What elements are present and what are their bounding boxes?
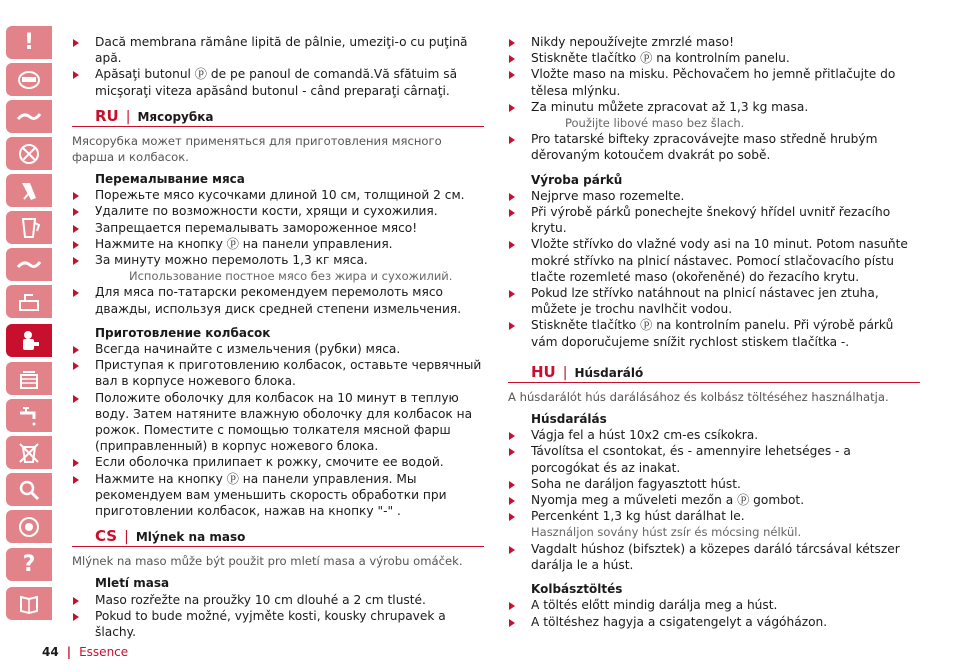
list-item: Положите оболочку для колбасок на 10 минут в теплую воду. Затем натяните влажную оболочку для колбасок на рожок. Поместите с помощью толкателя мясной фарш (приправленный) в корпус ножевого блока.: [72, 390, 484, 455]
mincer-icon: [16, 328, 42, 354]
list-item: Порежьте мясо кусочками длиной 10 см, толщиной 2 см.: [72, 187, 484, 203]
list-item: Vložte maso na misku. Pěchovačem ho jemně přitlačujte do tělesa mlýnku.: [508, 66, 920, 98]
section-intro: Mlýnek na maso může být použit pro mletí masa a výrobu omáček.: [72, 554, 463, 569]
sidebar-nav: [0, 0, 58, 672]
tab-environment[interactable]: [6, 436, 52, 469]
list-item: Pro tatarské bifteky zpracovávejte maso středně hrubým děrovaným kotoučem dvakrát po sobě.: [508, 131, 920, 163]
list-item: Нажмите на кнопку ⓟ на панели управления.: [72, 236, 484, 252]
note: Használjon sovány húst zsír és mócsing nélkül.: [531, 525, 802, 540]
heading-separator: |: [562, 364, 568, 381]
smart-icon: [16, 67, 42, 93]
list-item: Vagdalt húshoz (bifsztek) a közepes daráló tárcsával kétszer darálja le a húst.: [508, 541, 920, 573]
exclamation-icon: !: [23, 29, 35, 55]
list-item: Maso rozřežte na proužky 10 cm dlouhé a 2 cm tlusté.: [72, 592, 484, 608]
subheading: Výroba párků: [531, 172, 623, 187]
section-title: Húsdaráló: [574, 365, 644, 380]
list-item: Při výrobě párků ponechejte šnekový hřídel uvnitř řezacího krytu.: [508, 204, 920, 236]
jug-icon: [16, 215, 42, 241]
tab-cleaning[interactable]: [6, 399, 52, 432]
list-item: Pokud to bude možné, vyjměte kosti, kousky chrupavek a šlachy.: [72, 608, 484, 640]
language-code: CS: [95, 527, 118, 546]
section-title: Mlýnek na maso: [135, 530, 246, 545]
tab-guarantee[interactable]: [6, 510, 52, 543]
note: Использование постное мясо без жира и сухожилий.: [129, 269, 453, 284]
page-number: 44: [42, 645, 59, 659]
heading-separator: |: [124, 529, 129, 546]
tab-blender[interactable]: [6, 100, 52, 133]
hand-mixer-icon: [16, 178, 42, 204]
list-item: Nejprve maso rozemelte.: [508, 188, 920, 204]
list-item: Nyomja meg a műveleti mezőn a ⓟ gombot.: [508, 492, 920, 508]
list-item: За минуту можно перемолоть 1,3 кг мяса.: [72, 252, 484, 268]
book-icon: [16, 591, 42, 617]
search-icon: [16, 477, 42, 503]
section-intro: A húsdarálót hús darálásához és kolbász töltéséhez használhatja.: [508, 390, 889, 405]
tab-mincer[interactable]: [6, 324, 52, 357]
list-item: A töltéshez hagyja a csigatengelyt a vágóházon.: [508, 614, 920, 630]
tab-storage[interactable]: [6, 362, 52, 395]
list-item: Nikdy nepoužívejte zmrzlé maso!: [508, 34, 920, 50]
page-footer: [42, 645, 128, 659]
list-item: Pokud lze střívko natáhnout na plnicí nástavec jen ztuha, můžete je trochu navlhčit vodou.: [508, 285, 920, 317]
list-item: Dacă membrana rămâne lipită de pâlnie, umeziţi-o cu puţină apă.: [72, 34, 484, 66]
list-item: Vložte střívko do vlažné vody asi na 10 minut. Potom nasuňte mokré střívko na plnicí nástavec. Pomocí stlačovacího pístu tlačte rozemleté maso (okořeněné) do řezacího krytu.: [508, 236, 920, 285]
tab-grater[interactable]: [6, 248, 52, 281]
right-column: [508, 34, 920, 630]
tab-smart[interactable]: [6, 63, 52, 96]
tab-hand-mixer[interactable]: [6, 174, 52, 207]
section-title: Мясорубка: [137, 109, 214, 124]
list-item: Soha ne daráljon fagyasztott húst.: [508, 476, 920, 492]
subheading: Húsdarálás: [531, 412, 607, 427]
subheading: Kolbásztöltés: [531, 582, 623, 597]
subheading: Приготовление колбасок: [95, 325, 271, 340]
list-item: Za minutu můžete zpracovat až 1,3 kg masa.: [508, 99, 920, 115]
left-column: [72, 34, 484, 640]
list-item: Нажмите на кнопку ⓟ на панели управления. Мы рекомендуем вам уменьшить скорость обработки при приготовлении колбасок, нажав на кнопку "-" .: [72, 471, 484, 520]
list-item: Удалите по возможности кости, хрящи и сухожилия.: [72, 203, 484, 219]
list-item: Приступая к приготовлению колбасок, оставьте червячный вал в корпусе ножевого блока.: [72, 357, 484, 389]
tab-recipes[interactable]: [6, 587, 52, 620]
list-item: Если оболочка прилипает к рожку, смочите ее водой.: [72, 454, 484, 470]
tab-jug[interactable]: [6, 211, 52, 244]
subheading: Перемалывание мяса: [95, 172, 245, 187]
tab-troubleshooting[interactable]: [6, 473, 52, 506]
tap-icon: [16, 403, 42, 429]
list-item: Stiskněte tlačítko ⓟ na kontrolním panelu. Při výrobě párků vám doporučujeme snížit rychlost stiskem tlačítka -.: [508, 317, 920, 349]
section-heading-hu: [508, 364, 920, 383]
whisk-icon: [16, 141, 42, 167]
list-item: Vágja fel a húst 10x2 cm-es csíkokra.: [508, 427, 920, 443]
list-item: Stiskněte tlačítko ⓟ na kontrolním panelu.: [508, 50, 920, 66]
list-item: Percenként 1,3 kg húst darálhat le.: [508, 508, 920, 524]
language-code: RU: [95, 106, 119, 125]
footer-separator: |: [66, 645, 72, 659]
subheading: Mletí masa: [95, 576, 170, 591]
list-item: A töltés előtt mindig darálja meg a húst.: [508, 597, 920, 613]
guarantee-icon: [16, 514, 42, 540]
list-item: Apăsaţi butonul ⓟ de pe panoul de comandă.Vă sfătuim să micşoraţi viteza apăsând butonul - când preparaţi cârnaţi.: [72, 66, 484, 98]
section-intro: Мясорубка может применяться для приготовления мясного фарша и колбасок.: [72, 134, 442, 165]
heading-separator: |: [125, 108, 131, 125]
list-item: Всегда начинайте с измельчения (рубки) мяса.: [72, 341, 484, 357]
section-heading-cs: [72, 528, 484, 547]
question-icon: ?: [22, 551, 36, 577]
list-item: Távolítsa el csontokat, és - amennyire lehetséges - a porcogókat és az inakat.: [508, 443, 920, 475]
food-processor-icon: [16, 289, 42, 315]
tab-faq[interactable]: [6, 548, 52, 581]
section-heading-ru: [72, 108, 484, 127]
tab-warnings[interactable]: [6, 26, 52, 59]
language-code: HU: [531, 362, 556, 381]
note: Použijte libové maso bez šlach.: [565, 116, 745, 131]
blender-icon: [16, 104, 42, 130]
list-item: Для мяса по-татарски рекомендуем перемолоть мясо дважды, используя диск средней степени измельчения.: [72, 284, 484, 316]
grater-icon: [16, 252, 42, 278]
disposal-icon: [16, 440, 42, 466]
tab-food-processor[interactable]: [6, 285, 52, 318]
list-item: Запрещается перемалывать замороженное мясо!: [72, 220, 484, 236]
product-name: Essence: [79, 645, 129, 659]
storage-icon: [16, 366, 42, 392]
tab-whisk[interactable]: [6, 137, 52, 170]
